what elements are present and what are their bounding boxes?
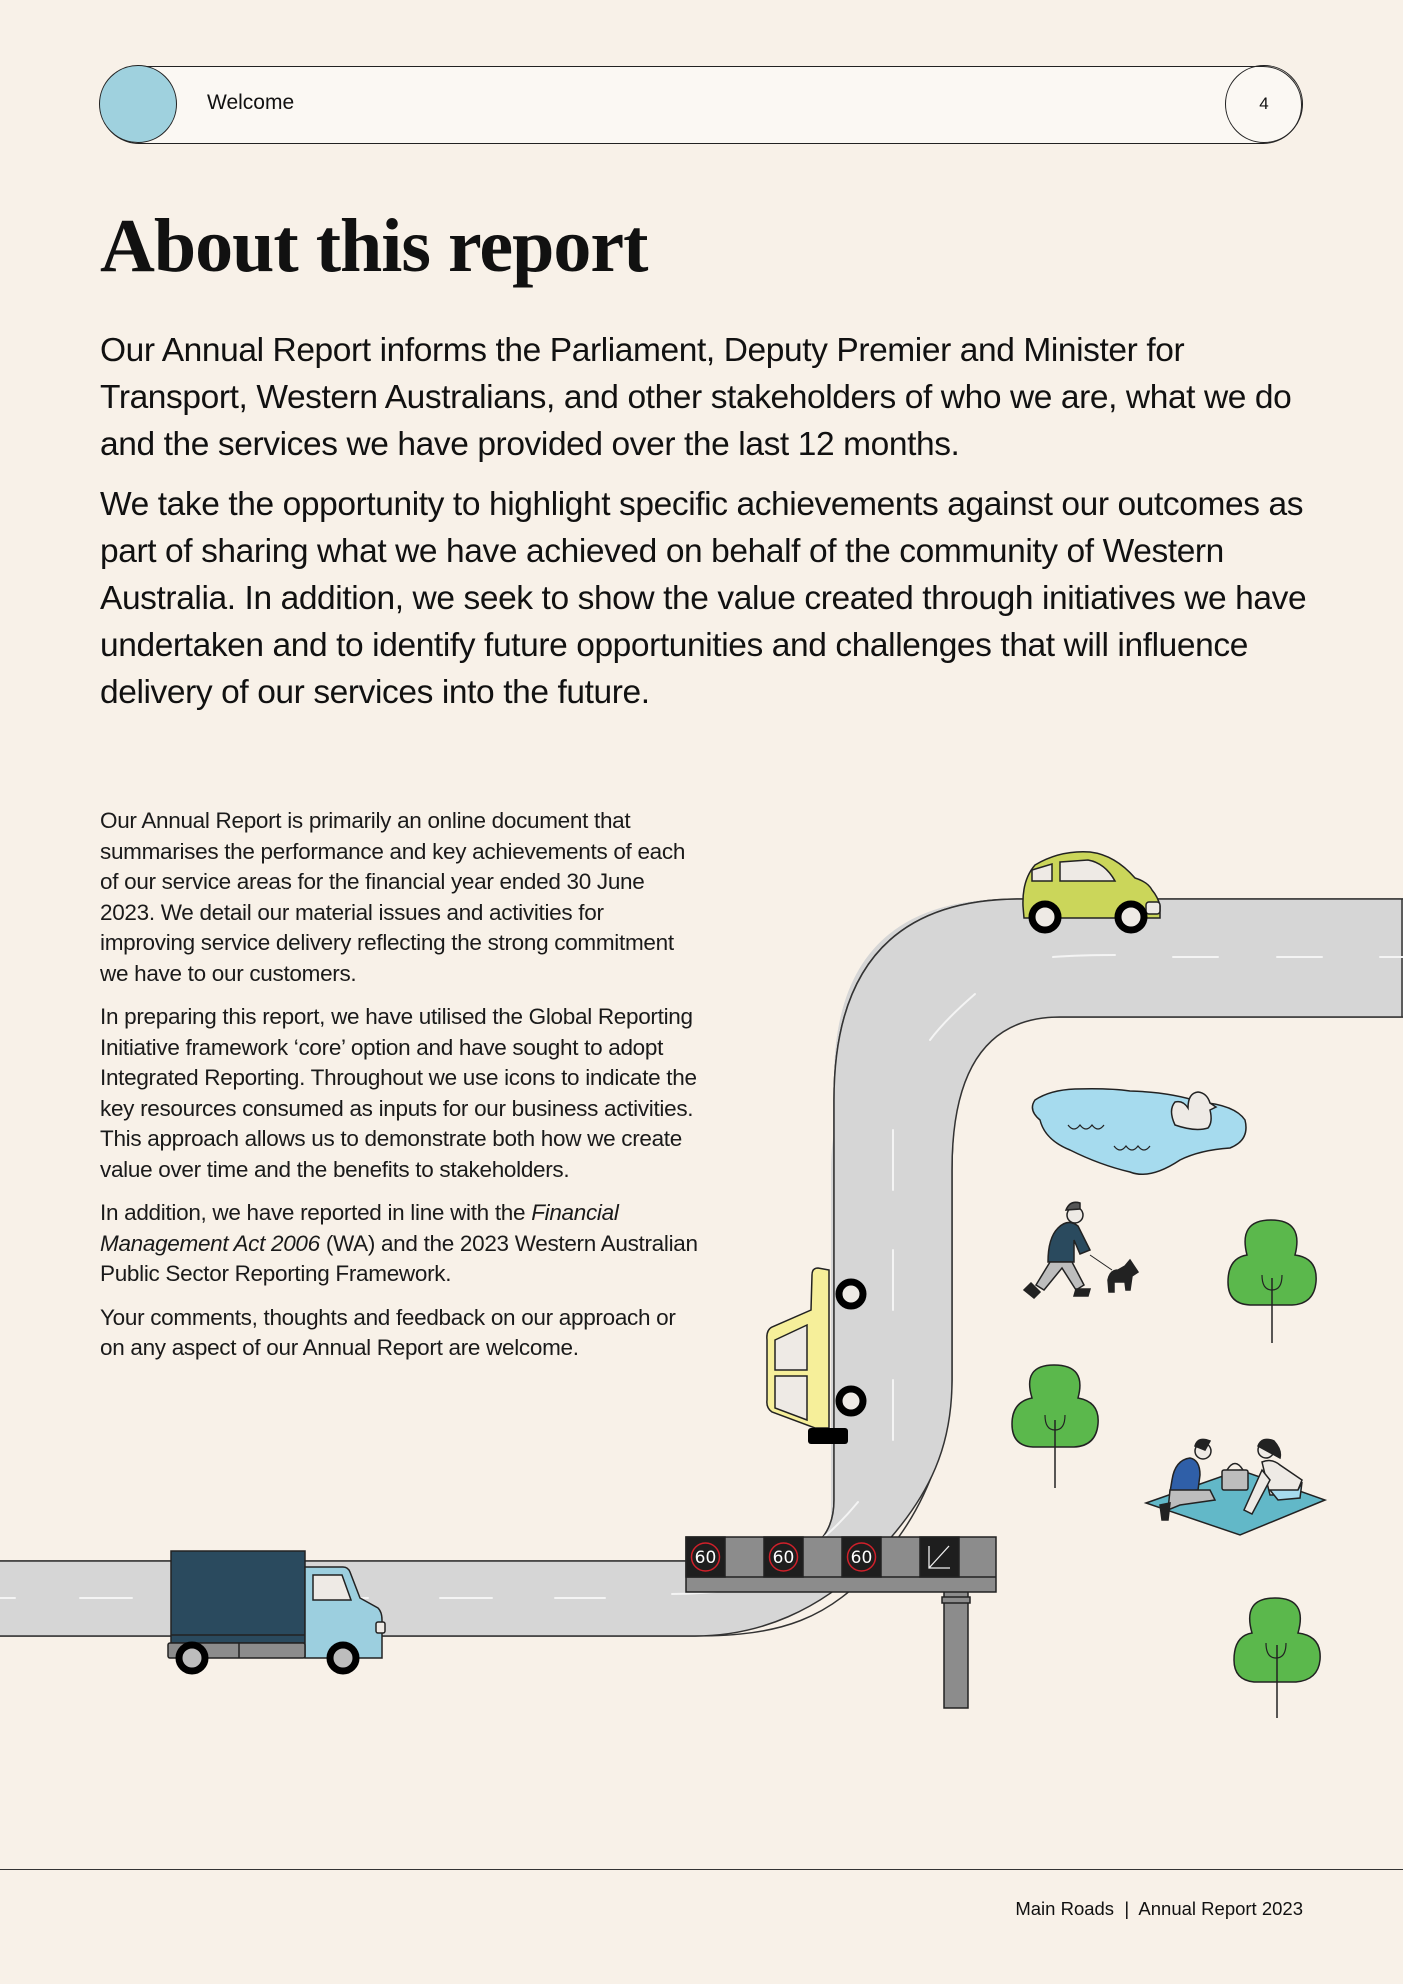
page-number: 4 xyxy=(1225,65,1303,143)
footer-publication: Annual Report 2023 xyxy=(1138,1898,1303,1919)
lead-paragraph-1: Our Annual Report informs the Parliament, Deputy Premier and Minister for Transport, Western Australians, and other stakeholders of who we are, what we do and the services we have provided over the last 12 months. xyxy=(100,332,1292,463)
speed-sign-60 xyxy=(764,1537,803,1577)
svg-text:60: 60 xyxy=(694,1548,717,1568)
speed-sign-60 xyxy=(686,1537,725,1577)
speed-sign-60 xyxy=(842,1537,881,1577)
act-title-italic: Financial Management Act 2006 xyxy=(100,1200,619,1256)
body-text: (WA) and the 2023 Western Australian Public Sector Reporting Framework. xyxy=(100,1230,698,1286)
road-illustration xyxy=(0,830,1403,1760)
section-label: Welcome xyxy=(207,91,295,114)
svg-text:60: 60 xyxy=(850,1548,873,1568)
tree-icon xyxy=(1012,1365,1098,1488)
footer-divider xyxy=(0,1869,1403,1870)
road xyxy=(0,899,1403,1636)
section-color-dot xyxy=(99,65,177,143)
person-walking-dog xyxy=(1024,1202,1138,1298)
footer xyxy=(1015,1898,1303,1920)
body-paragraph-1: Our Annual Report is primarily an online document that summarises the performance and key achievements of each of our service areas for the financial year ended 30 June 2023. We detail our material issues and activities for improving service delivery reflecting the strong commitment we have to our customers. xyxy=(100,808,686,986)
picnic-couple xyxy=(1146,1439,1325,1535)
arrow-sign-icon xyxy=(920,1537,959,1577)
svg-text:60: 60 xyxy=(772,1548,795,1568)
pond-with-duck xyxy=(1032,1089,1246,1175)
tree-icon xyxy=(1228,1220,1316,1343)
footer-org: Main Roads xyxy=(1015,1898,1115,1919)
green-car xyxy=(1023,852,1160,930)
page-title: About this report xyxy=(100,204,648,288)
tree-icon xyxy=(1234,1598,1320,1718)
body-paragraph-4: Your comments, thoughts and feedback on our approach or on any aspect of our Annual Report are welcome. xyxy=(100,1304,676,1360)
body-paragraph-2: In preparing this report, we have utilised the Global Reporting Initiative framework ‘core’ option and have sought to adopt Integrated Reporting. Throughout we use icons to indicate the key resources consumed as inputs for our business activities. This approach allows us to demonstrate both how we create value over time and the benefits to stakeholders. xyxy=(100,1004,697,1182)
lead-paragraph-2: We take the opportunity to highlight specific achievements against our outcomes as part of sharing what we have achieved on behalf of the community of Western Australia. In addition, we seek to show the value created through initiatives we have undertaken and to identify future opportunities and challenges that will influence delivery of our services into the future. xyxy=(100,486,1307,711)
footer-separator: | xyxy=(1124,1898,1130,1919)
body-text: In addition, we have reported in line with the xyxy=(100,1200,532,1225)
section-header-pill xyxy=(100,66,1302,144)
